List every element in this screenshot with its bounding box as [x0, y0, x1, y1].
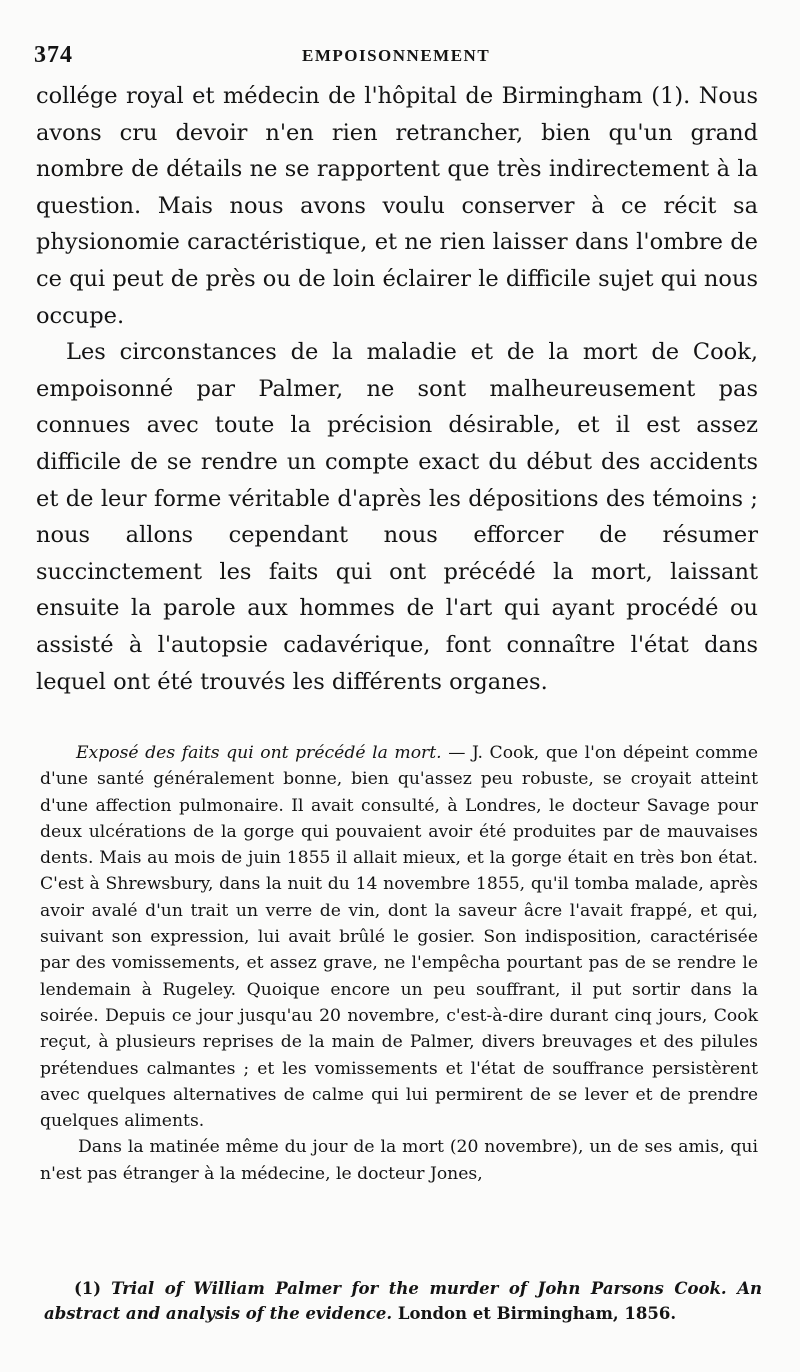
facts-paragraph: [40, 740, 758, 1134]
main-text: [36, 78, 758, 700]
facts-text: — J. Cook, que l'on dépeint comme d'une santé généralement bonne, bien qu'assez peu robuste, se croyait atteint d'une affection pulmonaire. Il avait consulté, à Londres, le docteur Savage pour deux ulcérations de la gorge qui pouvaient avoir été produites par de mauvaises dents. Mais au mois de juin 1855 il allait mieux, et la gorge était en très bon état. C'est à Shrewsbury, dans la nuit du 14 novembre 1855, qu'il tomba malade, après avoir avalé d'un trait un verre de vin, dont la saveur âcre l'avait frappé, et qui, suivant son expression, lui avait brûlé le gosier. Son indisposition, caractérisée par des vomissements, et assez grave, ne l'empêcha pourtant pas de se rendre le lendemain à Rugeley. Quoique encore un peu souffrant, il put sortir dans la soirée. Depuis ce jour jusqu'au 20 novembre, c'est-à-dire durant cinq jours, Cook reçut, à plusieurs reprises de la main de Palmer, divers breuvages et des pilules prétendues calmantes ; et les vomissements et l'état de souffrance persistèrent avec quelques alternatives de calme qui lui permirent de se lever et de prendre quelques aliments.: [40, 743, 758, 1132]
morning-paragraph: Dans la matinée même du jour de la mort (20 novembre), un de ses amis, qui n'est pas étranger à la médecine, le docteur Jones,: [40, 1137, 758, 1184]
footnote: [44, 1276, 762, 1326]
running-head: EMPOISONNEMENT: [302, 46, 491, 65]
page-number: 374: [34, 42, 73, 68]
page-header: [34, 36, 764, 76]
paragraph-circumstances: Les circonstances de la maladie et de la mort de Cook, empoisonné par Palmer, ne sont malheureusement pas connues avec toute la précision désirable, et il est assez difficile de se rendre un compte exact du début des accidents et de leur forme véritable d'après les dépositions des témoins ; nous allons cependant nous efforcer de résumer succinctement les faits qui ont précédé la mort, laissant ensuite la parole aux hommes de l'art qui ayant procédé ou assisté à l'autopsie cadavérique, font connaître l'état dans lequel ont été trouvés les différents organes.: [36, 339, 758, 695]
section-subheading: Exposé des faits qui ont précédé la mort.: [76, 743, 442, 763]
facts-section: [40, 740, 758, 1187]
paragraph-continued: collége royal et médecin de l'hôpital de Birmingham (1). Nous avons cru devoir n'en rien retrancher, bien qu'un grand nombre de détails ne se rapportent que très indirectement à la question. Mais nous avons voulu conserver à ce récit sa physionomie caractéristique, et ne rien laisser dans l'ombre de ce qui peut de près ou de loin éclairer le difficile sujet qui nous occupe.: [36, 83, 758, 329]
footnote-title: Trial of William Palmer for the murder of John Parsons Cook. An abstract and analysis of the evidence.: [44, 1279, 762, 1323]
footnote-publication: London et Birmingham, 1856.: [392, 1304, 677, 1323]
footnote-mark: (1): [74, 1279, 102, 1298]
